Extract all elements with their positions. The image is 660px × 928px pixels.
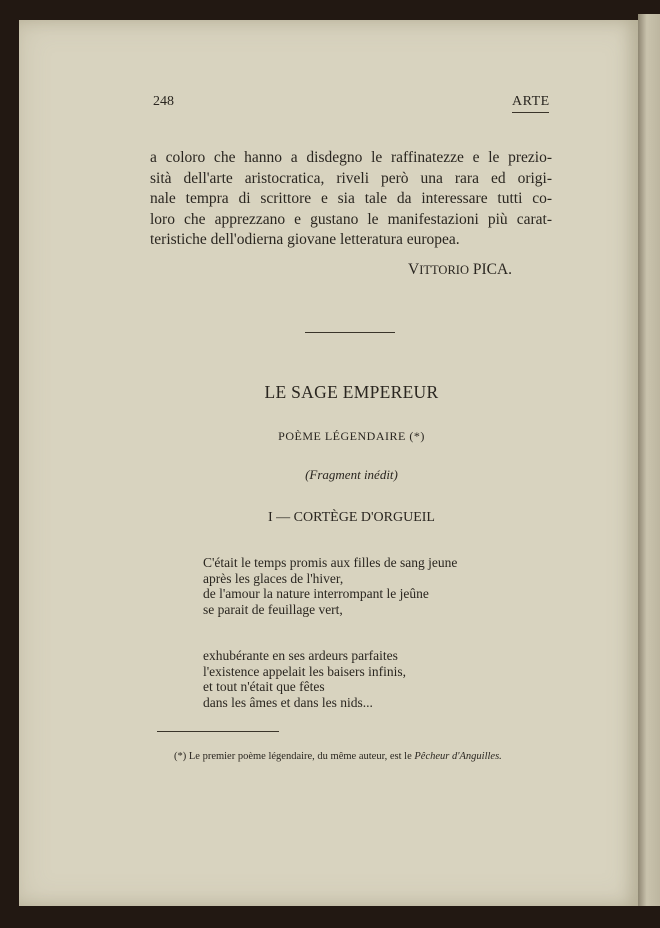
verse-line: dans les âmes et dans les nids... <box>203 694 373 710</box>
poem-section-heading: I — CORTÈGE D'ORGUEIL <box>268 510 435 525</box>
verse-line: de l'amour la nature interrompant le jeûne <box>203 586 429 601</box>
footnote-rule <box>157 731 279 732</box>
verse-line: exhubérante en ses ardeurs parfaites <box>203 648 398 663</box>
signature-initial: V <box>408 261 420 278</box>
poem-stanza-2 <box>203 648 406 710</box>
poem-subtitle: POÈME LÉGENDAIRE (*) <box>278 429 425 443</box>
verse-line: et tout n'était que fêtes <box>203 679 325 694</box>
author-signature <box>408 261 512 279</box>
paragraph-line: sità dell'arte aristocratica, riveli però una rara ed origi- <box>150 169 552 187</box>
paragraph-line: teristiche dell'odierna giovane letteratura europea. <box>150 231 460 249</box>
page-number: 248 <box>153 94 174 109</box>
signature-first-name: ITTORIO <box>419 263 469 277</box>
verse-line: se parait de feuillage vert, <box>203 601 343 617</box>
paragraph-line: a coloro che hanno a disdegno le raffinatezze e le prezio- <box>150 149 552 166</box>
poem-fragment-note: (Fragment inédit) <box>305 467 398 482</box>
running-head: ARTE <box>512 94 550 109</box>
closing-paragraph <box>150 148 552 251</box>
signature-last-name: PICA. <box>472 261 513 278</box>
poem-title: LE SAGE EMPEREUR <box>264 382 439 402</box>
footnote-text: (*) Le premier poème légendaire, du même auteur, est le <box>174 751 412 762</box>
paragraph-line: loro che apprezzano e gustano le manifestazioni più carat- <box>150 210 552 228</box>
verse-line: C'était le temps promis aux filles de sang jeune <box>203 555 458 570</box>
verse-line: après les glaces de l'hiver, <box>203 570 344 586</box>
poem-stanza-1 <box>203 555 457 617</box>
verse-line: l'existence appelait les baisers infinis, <box>203 663 406 679</box>
next-page-edge <box>638 14 660 906</box>
section-separator-rule <box>305 332 395 333</box>
running-head-rule <box>512 112 549 113</box>
paragraph-line: nale tempra di scrittore e sia tale da interessare tutti co- <box>150 190 552 208</box>
footnote-title: Pêcheur d'Anguilles. <box>414 751 502 762</box>
footnote <box>174 751 502 762</box>
